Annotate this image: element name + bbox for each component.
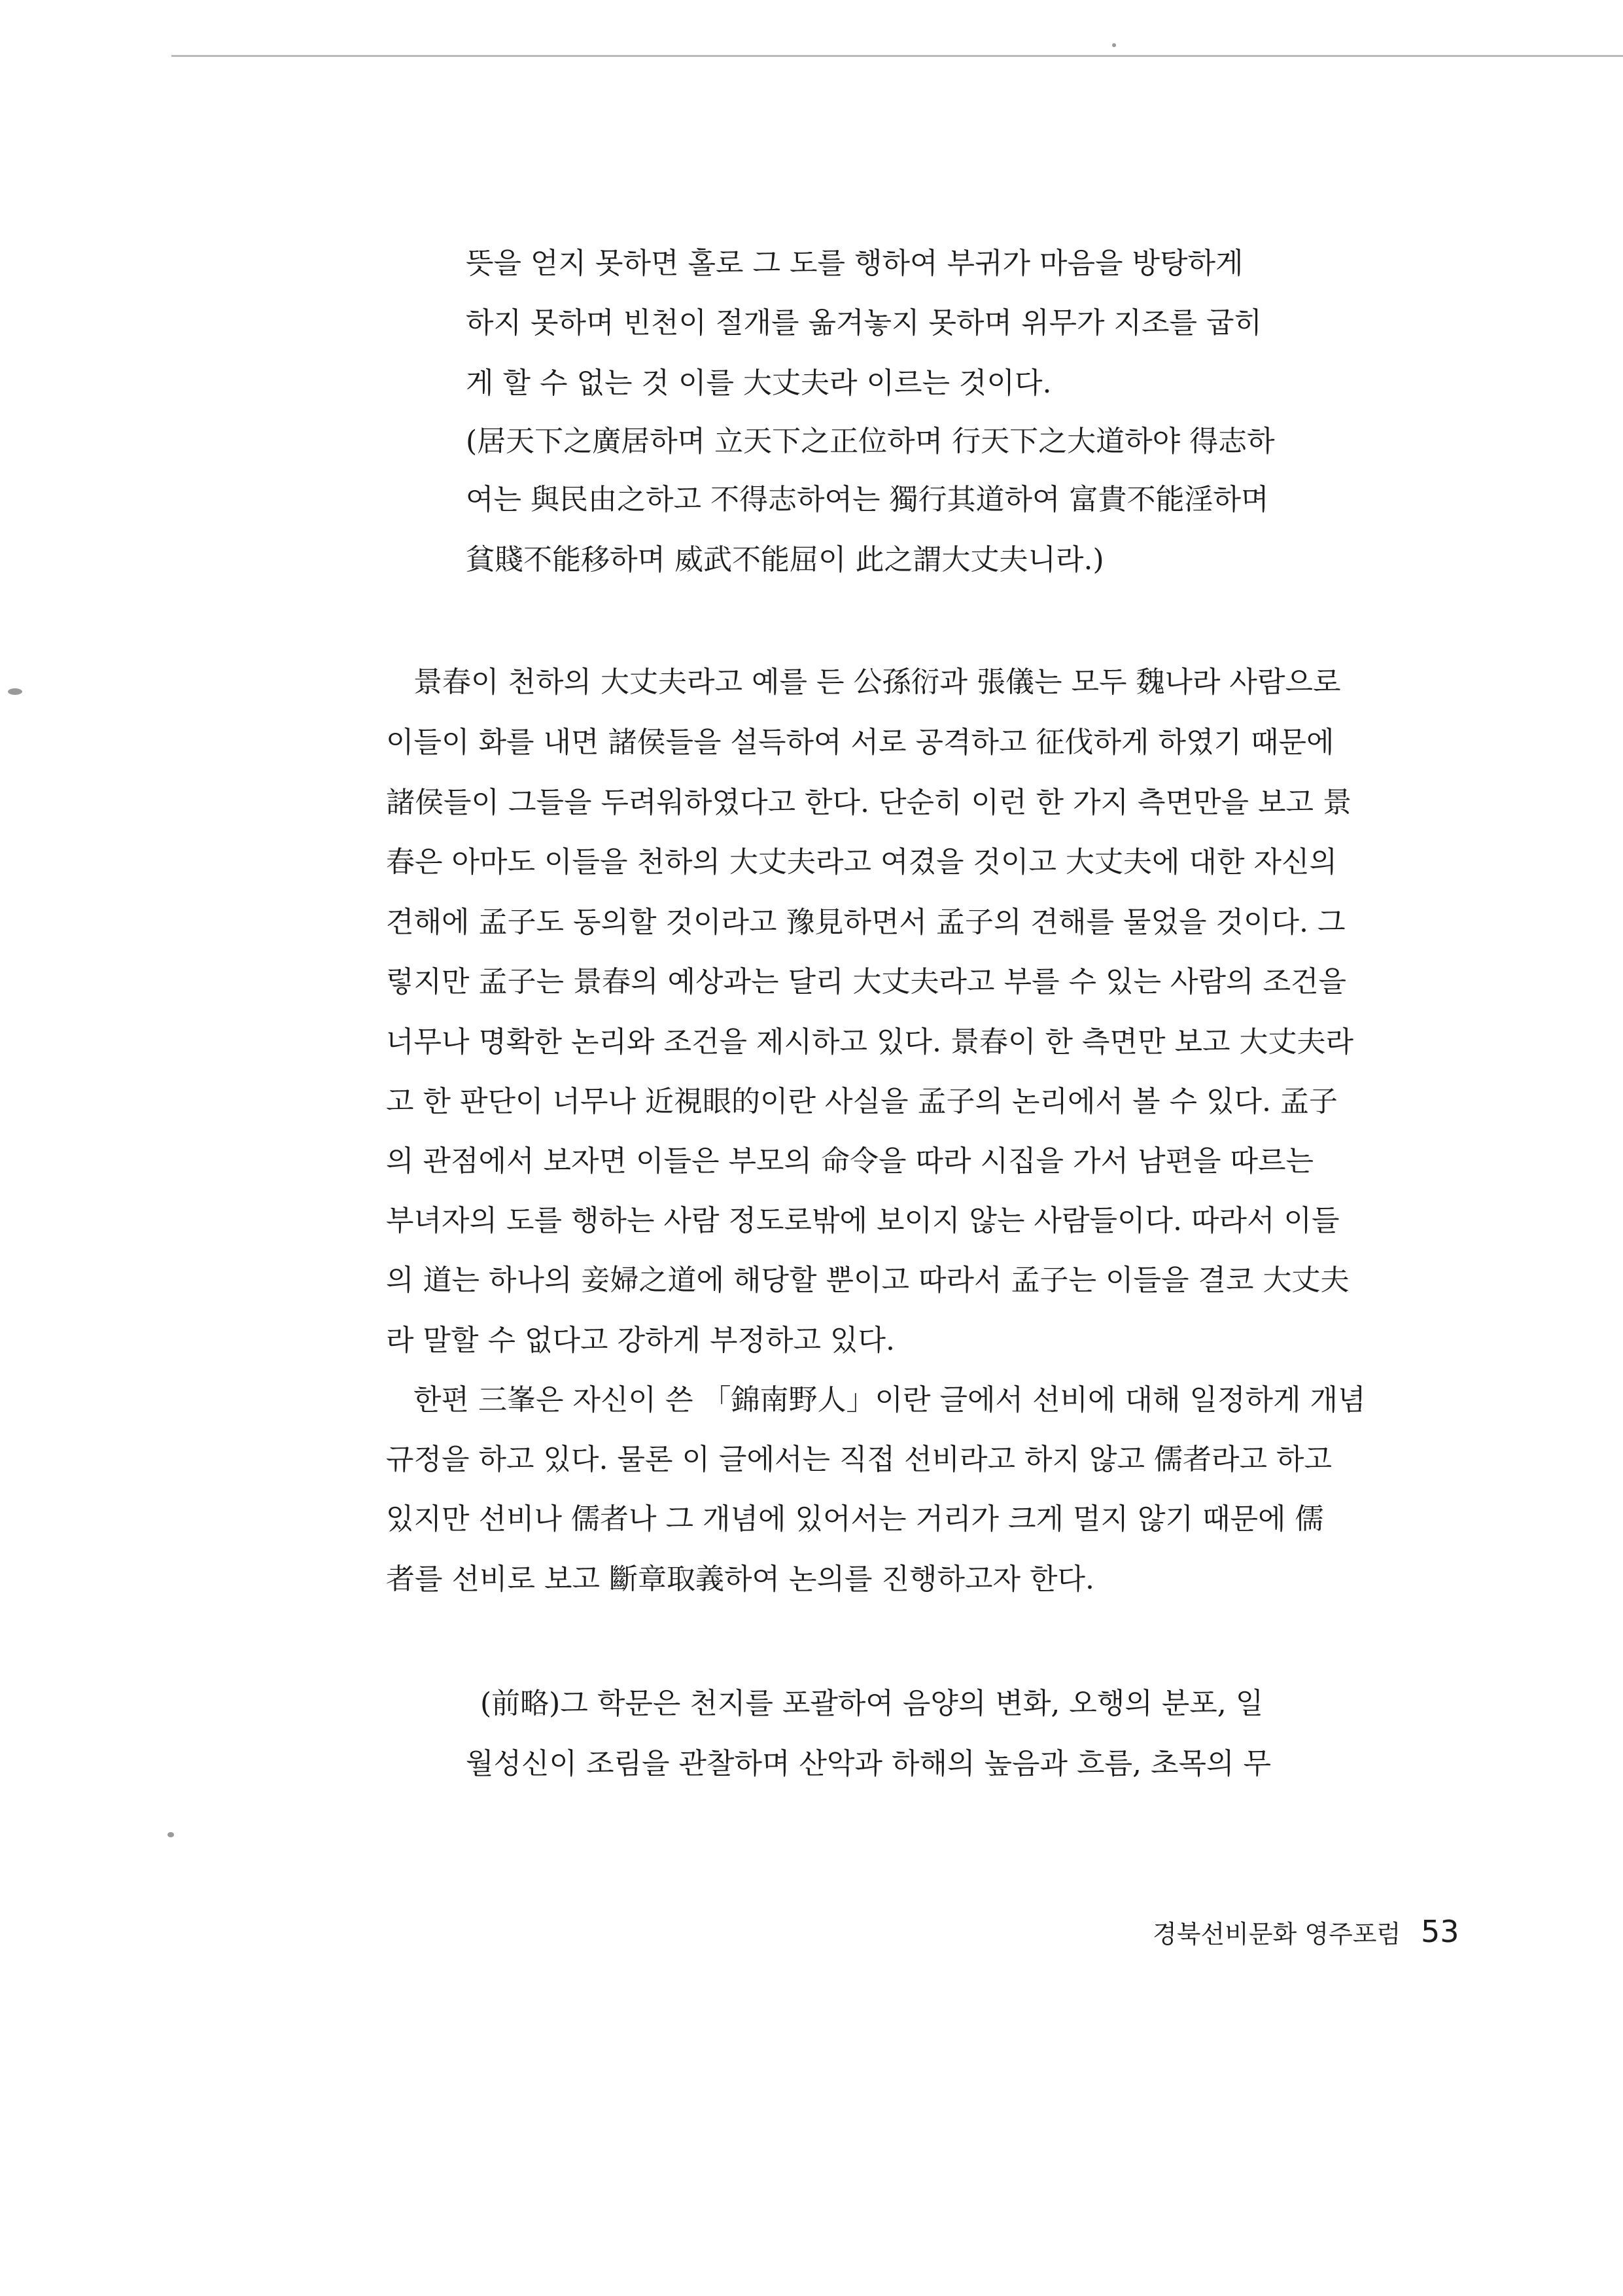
paragraph-1-line-7: 너무나 명확한 논리와 조건을 제시하고 있다. 景春이 한 측면만 보고 大丈夫라 xyxy=(386,1025,1353,1059)
quote-1-line-4: (居天下之廣居하며 立天下之正位하며 行天下之大道하야 得志하 xyxy=(466,425,1275,458)
quote-1-line-6: 貧賤不能移하며 威武不能屈이 此之謂大丈夫니라.) xyxy=(466,543,1104,576)
paragraph-1-line-6: 렇지만 孟子는 景春의 예상과는 달리 大丈夫라고 부를 수 있는 사람의 조건을 xyxy=(386,965,1346,998)
scan-speck xyxy=(167,1832,174,1837)
scan-speck xyxy=(8,688,22,695)
quote-1-line-1: 뜻을 얻지 못하면 홀로 그 도를 행하여 부귀가 마음을 방탕하게 xyxy=(466,247,1244,280)
paragraph-1-line-9: 의 관점에서 보자면 이들은 부모의 命令을 따라 시집을 가서 남편을 따르는 xyxy=(386,1144,1314,1178)
paragraph-1-line-2: 이들이 화를 내면 諸侯들을 설득하여 서로 공격하고 征伐하게 하였기 때문에 xyxy=(386,726,1335,759)
quote-2-line-2: 월성신이 조림을 관찰하며 산악과 하해의 높음과 흐름, 초목의 무 xyxy=(466,1747,1271,1780)
paragraph-1-line-5: 견해에 孟子도 동의할 것이라고 豫見하면서 孟子의 견해를 물었을 것이다. 그 xyxy=(386,906,1346,939)
paragraph-1-line-1: 景春이 천하의 大丈夫라고 예를 든 公孫衍과 張儀는 모두 魏나라 사람으로 xyxy=(413,665,1341,699)
paragraph-1-line-3: 諸侯들이 그들을 두려워하였다고 한다. 단순히 이런 한 가지 측면만을 보고 景 xyxy=(386,786,1352,819)
footer-publication-title: 경북선비문화 영주포럼 xyxy=(1153,1920,1401,1949)
top-rule xyxy=(171,55,1623,57)
quote-1-line-3: 게 할 수 없는 것 이를 大丈夫라 이르는 것이다. xyxy=(466,366,1052,400)
paragraph-2-line-2: 규정을 하고 있다. 물론 이 글에서는 직접 선비라고 하지 않고 儒者라고 하고 xyxy=(386,1443,1332,1476)
quote-2-line-1: (前略)그 학문은 천지를 포괄하여 음양의 변화, 오행의 분포, 일 xyxy=(480,1687,1264,1720)
paragraph-2-line-1: 한편 三峯은 자신이 쓴 「錦南野人」이란 글에서 선비에 대해 일정하게 개념 xyxy=(413,1383,1366,1417)
paragraph-1-line-10: 부녀자의 도를 행하는 사람 정도로밖에 보이지 않는 사람들이다. 따라서 이들 xyxy=(386,1204,1340,1237)
quote-1-line-5: 여는 與民由之하고 不得志하여는 獨行其道하여 富貴不能淫하며 xyxy=(466,483,1269,516)
quote-1-line-2: 하지 못하며 빈천이 절개를 옮겨놓지 못하며 위무가 지조를 굽히 xyxy=(466,306,1262,340)
paragraph-1-line-4: 春은 아마도 이들을 천하의 大丈夫라고 여겼을 것이고 大丈夫에 대한 자신의 xyxy=(386,845,1337,879)
paragraph-1-line-12: 라 말할 수 없다고 강하게 부정하고 있다. xyxy=(386,1324,895,1357)
paragraph-1-line-11: 의 道는 하나의 妾婦之道에 해당할 뿐이고 따라서 孟子는 이들을 결코 大丈夫 xyxy=(386,1263,1350,1297)
scan-speck xyxy=(1112,43,1116,47)
footer-page-number: 53 xyxy=(1421,1914,1459,1949)
paragraph-2-line-4: 者를 선비로 보고 斷章取義하여 논의를 진행하고자 한다. xyxy=(386,1563,1094,1596)
paragraph-2-line-3: 있지만 선비나 儒者나 그 개념에 있어서는 거리가 크게 멀지 않기 때문에 儒 xyxy=(386,1502,1324,1536)
paragraph-1-line-8: 고 한 판단이 너무나 近視眼的이란 사실을 孟子의 논리에서 볼 수 있다. 孟子 xyxy=(386,1085,1338,1118)
